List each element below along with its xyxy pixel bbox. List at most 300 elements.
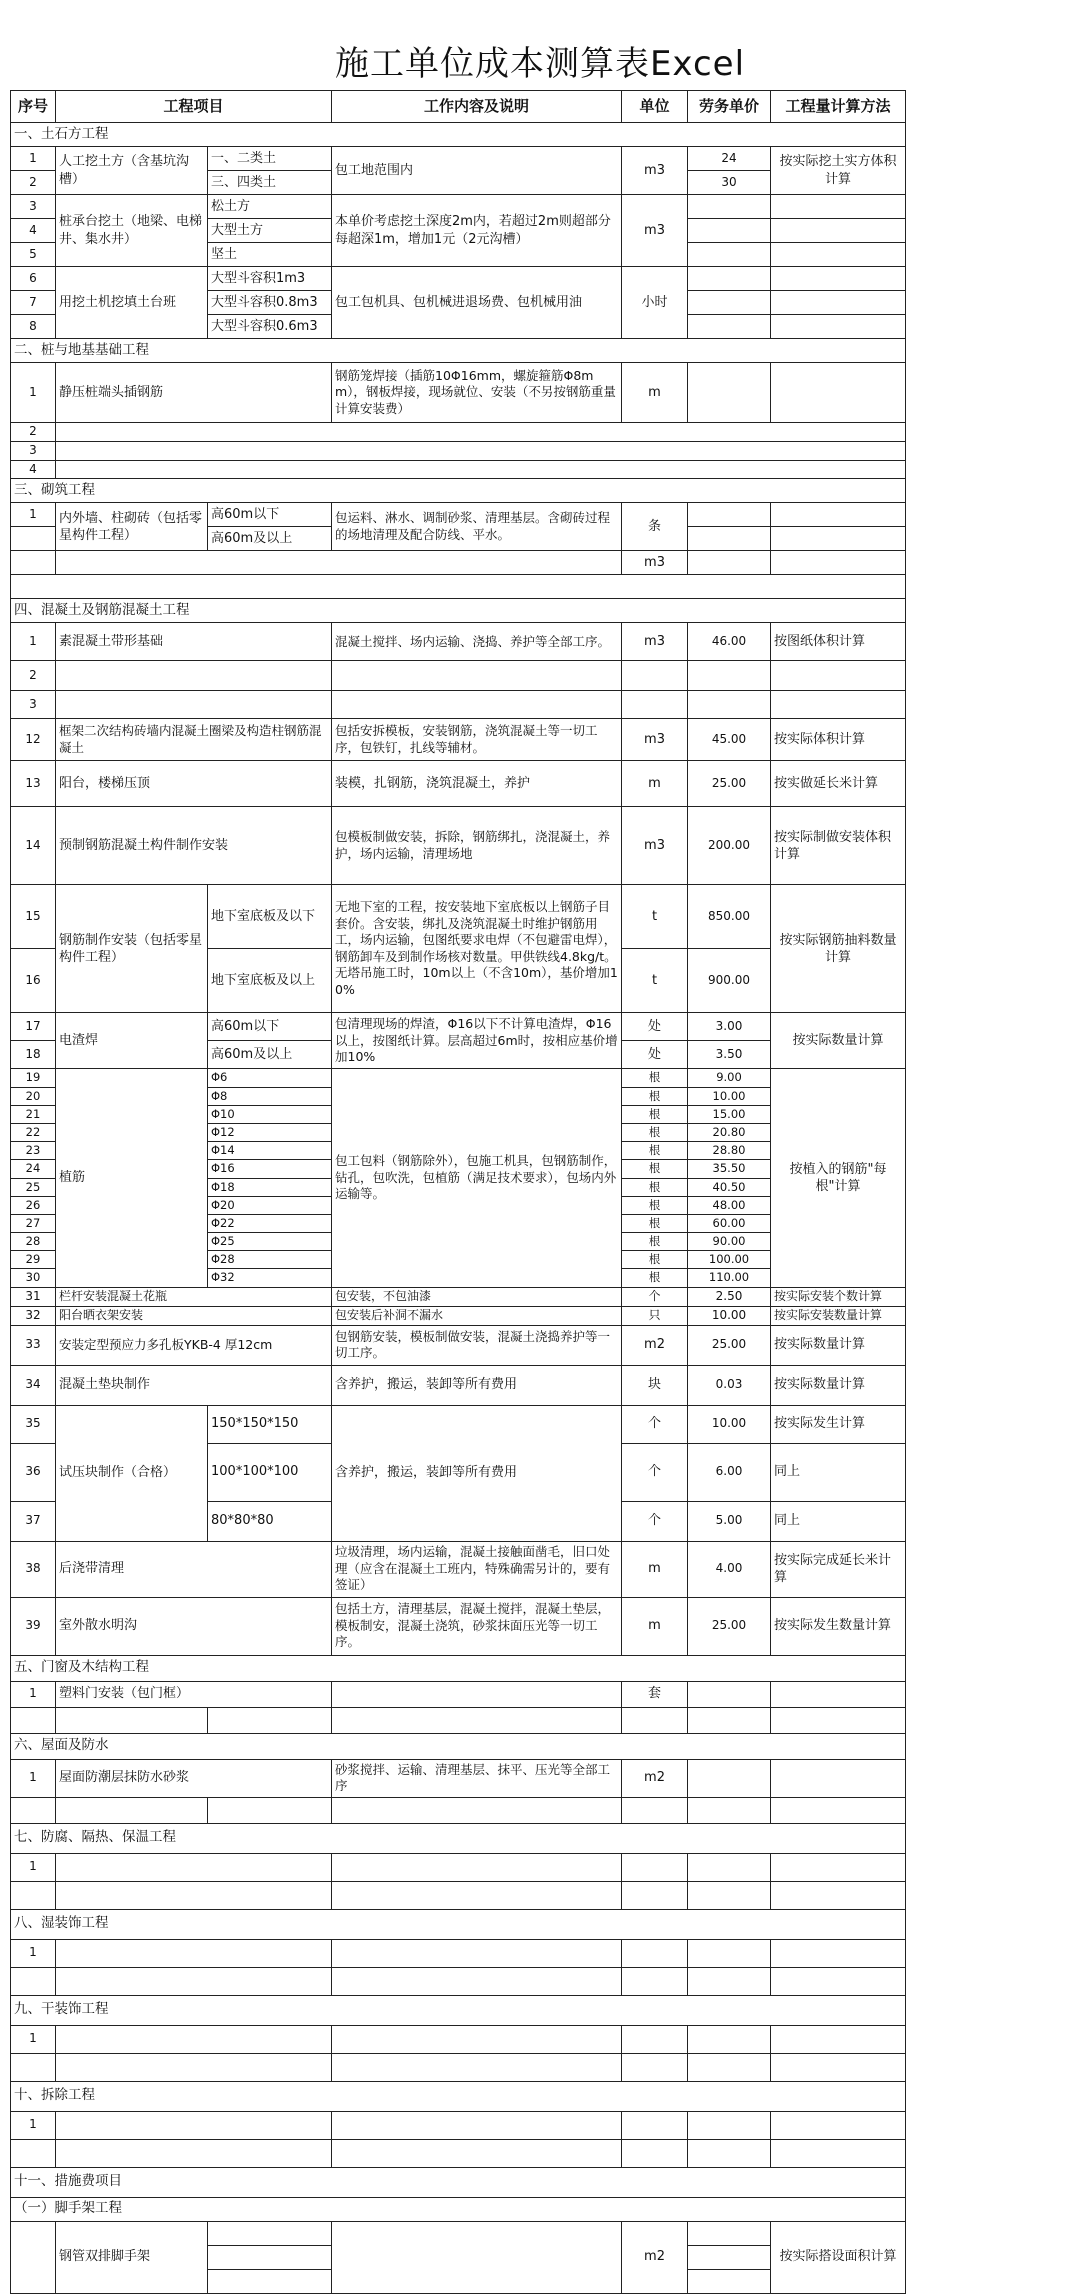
table-cell: 按实际数量计算	[771, 1013, 906, 1069]
table-cell	[56, 1939, 332, 1967]
table-cell: t	[622, 949, 688, 1013]
table-row	[11, 1325, 906, 1365]
table-cell: 200.00	[688, 807, 771, 885]
table-row	[11, 267, 906, 291]
table-cell: m3	[622, 195, 688, 267]
table-row	[11, 691, 906, 719]
table-cell: 1	[11, 2025, 56, 2053]
table-cell	[332, 1881, 622, 1909]
table-cell	[688, 219, 771, 243]
table-cell: 室外散水明沟	[56, 1597, 332, 1655]
table-cell	[56, 423, 906, 442]
table-cell: 二、桩与地基基础工程	[11, 339, 906, 363]
table-cell	[11, 1797, 56, 1823]
table-cell	[688, 1853, 771, 1881]
table-cell	[771, 1853, 906, 1881]
table-cell: 桩承台挖土（地梁、电梯井、集水井）	[56, 195, 208, 267]
table-cell: 包工包料（钢筋除外），包施工机具，包钢筋制作，钻孔，包吹洗，包植筋（满足技术要求），包场内外运输等。	[332, 1069, 622, 1287]
table-cell: Φ25	[208, 1233, 332, 1251]
table-cell: 根	[622, 1087, 688, 1105]
table-cell	[332, 1967, 622, 1995]
table-cell: 17	[11, 1013, 56, 1041]
table-cell	[332, 2053, 622, 2081]
table-cell	[771, 691, 906, 719]
table-row	[11, 1597, 906, 1655]
table-cell: 24	[11, 1160, 56, 1178]
table-cell: 30	[11, 1269, 56, 1287]
table-cell	[11, 2053, 56, 2081]
table-cell: 10.00	[688, 1087, 771, 1105]
table-cell: 19	[11, 1069, 56, 1087]
table-cell	[688, 267, 771, 291]
table-cell	[688, 1797, 771, 1823]
table-cell: m3	[622, 623, 688, 661]
table-cell: 根	[622, 1233, 688, 1251]
table-cell	[688, 1881, 771, 1909]
table-row	[11, 1306, 906, 1325]
table-cell: 22	[11, 1124, 56, 1142]
table-cell	[56, 1707, 208, 1733]
table-row	[11, 623, 906, 661]
table-cell	[332, 2221, 622, 2293]
table-cell: 阳台，楼梯压顶	[56, 761, 332, 807]
table-cell	[688, 315, 771, 339]
table-cell: 900.00	[688, 949, 771, 1013]
table-cell: 五、门窗及木结构工程	[11, 1655, 906, 1681]
table-cell: Φ12	[208, 1124, 332, 1142]
table-cell	[11, 2221, 56, 2293]
table-cell: 8	[11, 315, 56, 339]
table-cell: 高60m以下	[208, 1013, 332, 1041]
table-cell	[208, 1797, 332, 1823]
table-cell	[622, 2111, 688, 2139]
table-cell: m3	[622, 147, 688, 195]
table-cell	[771, 2053, 906, 2081]
table-cell: 包模板制做安装，拆除，钢筋绑扎，浇混凝土，养护，场内运输，清理场地	[332, 807, 622, 885]
table-cell	[771, 503, 906, 527]
table-row	[11, 123, 906, 147]
table-cell: 大型土方	[208, 219, 332, 243]
table-row	[11, 2139, 906, 2167]
cost-estimate-table	[10, 90, 906, 2294]
table-cell: 十一、措施费项目	[11, 2167, 906, 2197]
table-cell: 28.80	[688, 1142, 771, 1160]
table-cell: Φ14	[208, 1142, 332, 1160]
table-cell: 栏杆安装混凝土花瓶	[56, 1287, 332, 1306]
table-row	[11, 885, 906, 949]
table-cell	[56, 460, 906, 479]
table-cell: t	[622, 885, 688, 949]
table-cell: 32	[11, 1306, 56, 1325]
table-cell	[688, 1707, 771, 1733]
table-cell: 十、拆除工程	[11, 2081, 906, 2111]
table-cell: Φ6	[208, 1069, 332, 1087]
table-cell: 1	[11, 1759, 56, 1797]
table-cell: 按实际安装数量计算	[771, 1306, 906, 1325]
table-cell: 块	[622, 1365, 688, 1405]
table-row	[11, 441, 906, 460]
table-cell: 按实际完成延长米计算	[771, 1541, 906, 1597]
table-cell	[332, 661, 622, 691]
table-cell: 29	[11, 1251, 56, 1269]
table-cell: 包清理现场的焊渣，Φ16以下不计算电渣焊，Φ16以上，按图纸计算。层高超过6m时，按相应基价增加10%	[332, 1013, 622, 1069]
table-cell	[688, 2245, 771, 2269]
table-cell: 15	[11, 885, 56, 949]
table-row	[11, 339, 906, 363]
header-description: 工作内容及说明	[332, 91, 622, 123]
table-cell	[622, 1881, 688, 1909]
table-cell	[688, 243, 771, 267]
table-cell: Φ16	[208, 1160, 332, 1178]
table-cell: 25.00	[688, 1325, 771, 1365]
table-cell: 按实际挖土实方体积计算	[771, 147, 906, 195]
table-cell: 按实际发生数量计算	[771, 1597, 906, 1655]
table-cell: 含养护，搬运，装卸等所有费用	[332, 1365, 622, 1405]
table-cell: 10.00	[688, 1405, 771, 1443]
table-cell: 大型斗容积1m3	[208, 267, 332, 291]
table-cell: 个	[622, 1443, 688, 1501]
table-row	[11, 460, 906, 479]
table-cell	[688, 1759, 771, 1797]
table-cell	[771, 363, 906, 423]
table-cell: 33	[11, 1325, 56, 1365]
table-row	[11, 1967, 906, 1995]
table-cell: 框架二次结构砖墙内混凝土圈梁及构造柱钢筋混凝土	[56, 719, 332, 761]
table-cell	[622, 2025, 688, 2053]
table-cell: 无地下室的工程，按安装地下室底板以上钢筋子目套价。含安装，绑扎及浇筑混凝土时维护钢筋用工，场内运输，包图纸要求电焊（不包避雷电焊），钢筋卸车及到制作场核对数量。甲供铁线4.8kg/t。无塔吊施工时，10m以上（不含10m），基价增加10%	[332, 885, 622, 1013]
table-row	[11, 551, 906, 575]
table-cell: 按实际制做安装体积计算	[771, 807, 906, 885]
table-cell: 只	[622, 1306, 688, 1325]
table-cell	[771, 195, 906, 219]
table-cell: 包运料、淋水、调制砂浆、清理基层。含砌砖过程的场地清理及配合防线、平水。	[332, 503, 622, 551]
table-row	[11, 1655, 906, 1681]
table-cell	[771, 1881, 906, 1909]
table-cell	[771, 1967, 906, 1995]
table-cell	[56, 661, 332, 691]
table-row	[11, 719, 906, 761]
table-cell: 1	[11, 2111, 56, 2139]
table-cell	[332, 2025, 622, 2053]
table-cell: 处	[622, 1041, 688, 1069]
table-cell: 高60m及以上	[208, 527, 332, 551]
table-cell	[688, 195, 771, 219]
table-cell: 850.00	[688, 885, 771, 949]
table-cell: 根	[622, 1160, 688, 1178]
table-cell: 根	[622, 1178, 688, 1196]
table-cell: 60.00	[688, 1214, 771, 1232]
table-cell: 包工包机具、包机械进退场费、包机械用油	[332, 267, 622, 339]
table-cell: 15.00	[688, 1105, 771, 1123]
table-cell: 39	[11, 1597, 56, 1655]
table-cell: 屋面防潮层抹防水砂浆	[56, 1759, 332, 1797]
table-cell: 小时	[622, 267, 688, 339]
table-cell: m	[622, 1597, 688, 1655]
table-cell: Φ10	[208, 1105, 332, 1123]
table-cell: 人工挖土方（含基坑沟槽）	[56, 147, 208, 195]
table-cell	[332, 2111, 622, 2139]
table-cell	[56, 441, 906, 460]
table-cell	[688, 1967, 771, 1995]
table-cell	[11, 527, 56, 551]
table-cell	[56, 691, 332, 719]
table-cell: 按实做延长米计算	[771, 761, 906, 807]
table-cell: 1	[11, 147, 56, 171]
table-cell	[688, 503, 771, 527]
table-cell: 34	[11, 1365, 56, 1405]
table-cell: m3	[622, 807, 688, 885]
table-cell: 5.00	[688, 1501, 771, 1541]
table-cell: 个	[622, 1405, 688, 1443]
table-cell: 6.00	[688, 1443, 771, 1501]
table-cell: 2	[11, 661, 56, 691]
table-cell	[622, 2053, 688, 2081]
table-cell: 按图纸体积计算	[771, 623, 906, 661]
table-cell: 13	[11, 761, 56, 807]
table-cell: 26	[11, 1196, 56, 1214]
table-cell	[688, 2269, 771, 2293]
table-cell: 后浇带清理	[56, 1541, 332, 1597]
table-cell: 植筋	[56, 1069, 208, 1287]
table-cell: 28	[11, 1233, 56, 1251]
table-cell: m3	[622, 551, 688, 575]
table-cell: 塑料门安装（包门框）	[56, 1681, 332, 1707]
table-cell: 包安装，不包油漆	[332, 1287, 622, 1306]
table-cell	[771, 291, 906, 315]
table-cell: 48.00	[688, 1196, 771, 1214]
table-cell: 按实际数量计算	[771, 1325, 906, 1365]
header-project: 工程项目	[56, 91, 332, 123]
table-row	[11, 1707, 906, 1733]
table-cell	[688, 691, 771, 719]
table-cell	[688, 291, 771, 315]
table-cell: 1	[11, 623, 56, 661]
table-row	[11, 2197, 906, 2221]
table-cell	[771, 2111, 906, 2139]
table-row	[11, 1797, 906, 1823]
table-cell	[688, 2025, 771, 2053]
table-cell	[771, 661, 906, 691]
table-row	[11, 2167, 906, 2197]
table-cell: 包安装后补洞不漏水	[332, 1306, 622, 1325]
table-cell: 一、二类土	[208, 147, 332, 171]
table-cell: 1	[11, 1939, 56, 1967]
table-cell: 六、屋面及防水	[11, 1733, 906, 1759]
table-cell: 钢管双排脚手架	[56, 2221, 208, 2293]
table-cell: 三、砌筑工程	[11, 479, 906, 503]
table-cell	[771, 219, 906, 243]
table-cell: 根	[622, 1124, 688, 1142]
table-cell: 9.00	[688, 1069, 771, 1087]
table-cell	[771, 551, 906, 575]
table-row	[11, 2053, 906, 2081]
table-cell: 5	[11, 243, 56, 267]
table-cell: 24	[688, 147, 771, 171]
table-body	[11, 123, 906, 2294]
table-cell: 坚土	[208, 243, 332, 267]
table-cell: Φ18	[208, 1178, 332, 1196]
table-cell	[688, 1681, 771, 1707]
table-cell	[208, 2245, 332, 2269]
header-labor-price: 劳务单价	[688, 91, 771, 123]
table-cell: 6	[11, 267, 56, 291]
table-cell: 按实际体积计算	[771, 719, 906, 761]
table-cell: 三、四类土	[208, 171, 332, 195]
table-row	[11, 1681, 906, 1707]
table-cell: 18	[11, 1041, 56, 1069]
table-cell: 含养护，搬运，装卸等所有费用	[332, 1405, 622, 1541]
table-cell: 23	[11, 1142, 56, 1160]
table-cell	[332, 1707, 622, 1733]
table-cell: 七、防腐、隔热、保温工程	[11, 1823, 906, 1853]
table-cell: 条	[622, 503, 688, 551]
table-cell: 38	[11, 1541, 56, 1597]
table-cell: 20.80	[688, 1124, 771, 1142]
table-cell	[56, 1853, 332, 1881]
table-cell: 1	[11, 363, 56, 423]
table-cell	[688, 363, 771, 423]
table-cell	[688, 2053, 771, 2081]
table-cell: 2.50	[688, 1287, 771, 1306]
table-cell	[56, 1881, 332, 1909]
table-cell: 根	[622, 1105, 688, 1123]
header-index: 序号	[11, 91, 56, 123]
table-row	[11, 807, 906, 885]
table-row	[11, 1853, 906, 1881]
page-title: 施工单位成本测算表Excel	[334, 44, 746, 84]
table-row	[11, 503, 906, 527]
table-cell	[11, 1881, 56, 1909]
table-cell: 35	[11, 1405, 56, 1443]
table-cell	[622, 1853, 688, 1881]
table-cell: 个	[622, 1287, 688, 1306]
table-cell	[208, 2269, 332, 2293]
table-cell: Φ32	[208, 1269, 332, 1287]
table-cell	[771, 527, 906, 551]
table-cell: Φ20	[208, 1196, 332, 1214]
table-cell: 根	[622, 1196, 688, 1214]
table-cell	[11, 2139, 56, 2167]
table-cell: 110.00	[688, 1269, 771, 1287]
table-cell: 3	[11, 441, 56, 460]
table-cell: 45.00	[688, 719, 771, 761]
table-cell: 25.00	[688, 761, 771, 807]
table-cell	[771, 1939, 906, 1967]
table-cell: 根	[622, 1069, 688, 1087]
table-cell: 阳台晒衣架安装	[56, 1306, 332, 1325]
table-cell: m2	[622, 1759, 688, 1797]
header-calc-method: 工程量计算方法	[771, 91, 906, 123]
table-cell: 12	[11, 719, 56, 761]
table-cell: 30	[688, 171, 771, 195]
table-row	[11, 575, 906, 599]
table-cell: 素混凝土带形基础	[56, 623, 332, 661]
table-cell: m	[622, 761, 688, 807]
table-cell	[771, 2025, 906, 2053]
table-cell: 高60m及以上	[208, 1041, 332, 1069]
table-cell: 100*100*100	[208, 1443, 332, 1501]
table-row	[11, 599, 906, 623]
table-cell: 预制钢筋混凝土构件制作安装	[56, 807, 332, 885]
table-row	[11, 661, 906, 691]
table-row	[11, 1909, 906, 1939]
table-cell: 地下室底板及以下	[208, 885, 332, 949]
table-cell: 安装定型预应力多孔板YKB-4 厚12cm	[56, 1325, 332, 1365]
table-row	[11, 1069, 906, 1087]
table-cell: 46.00	[688, 623, 771, 661]
table-cell: 3	[11, 195, 56, 219]
table-cell	[332, 1681, 622, 1707]
table-row	[11, 423, 906, 442]
table-cell	[771, 1681, 906, 1707]
table-cell: Φ8	[208, 1087, 332, 1105]
table-cell: 包括安拆模板，安装钢筋，浇筑混凝土等一切工序，包铁钉，扎线等辅材。	[332, 719, 622, 761]
table-cell	[688, 2221, 771, 2245]
table-cell	[771, 267, 906, 291]
table-cell	[771, 1797, 906, 1823]
table-cell: 7	[11, 291, 56, 315]
table-row	[11, 1365, 906, 1405]
table-cell: 35.50	[688, 1160, 771, 1178]
table-row	[11, 1823, 906, 1853]
table-cell: （一）脚手架工程	[11, 2197, 906, 2221]
table-cell: 静压桩端头插钢筋	[56, 363, 332, 423]
table-cell: 混凝土垫块制作	[56, 1365, 332, 1405]
table-cell	[56, 2111, 332, 2139]
table-cell: 试压块制作（合格）	[56, 1405, 208, 1541]
table-cell: 100.00	[688, 1251, 771, 1269]
table-cell: 25.00	[688, 1597, 771, 1655]
table-cell	[771, 1707, 906, 1733]
table-cell: 地下室底板及以上	[208, 949, 332, 1013]
table-row	[11, 195, 906, 219]
table-cell: 80*80*80	[208, 1501, 332, 1541]
table-cell: 松土方	[208, 195, 332, 219]
table-cell: 套	[622, 1681, 688, 1707]
table-cell: 1	[11, 1853, 56, 1881]
table-cell	[11, 551, 56, 575]
table-cell: 大型斗容积0.8m3	[208, 291, 332, 315]
table-cell	[688, 2111, 771, 2139]
table-cell	[332, 1797, 622, 1823]
table-cell	[11, 1707, 56, 1733]
table-row	[11, 1013, 906, 1041]
table-cell: 根	[622, 1251, 688, 1269]
table-cell: 处	[622, 1013, 688, 1041]
table-cell	[11, 1967, 56, 1995]
table-cell	[688, 2139, 771, 2167]
header-row	[11, 91, 906, 123]
table-cell: 本单价考虑挖土深度2m内，若超过2m则超部分每超深1m，增加1元（2元沟槽）	[332, 195, 622, 267]
table-cell	[332, 691, 622, 719]
table-cell	[56, 2025, 332, 2053]
table-cell: 1	[11, 503, 56, 527]
table-cell: m3	[622, 719, 688, 761]
table-cell: 按植入的钢筋"每根"计算	[771, 1069, 906, 1287]
table-cell: 内外墙、柱砌砖（包括零星构件工程）	[56, 503, 208, 551]
table-cell	[771, 2139, 906, 2167]
table-cell: 一、土石方工程	[11, 123, 906, 147]
table-cell: 31	[11, 1287, 56, 1306]
table-cell	[622, 1707, 688, 1733]
table-cell: 根	[622, 1214, 688, 1232]
table-cell: 按实际安装个数计算	[771, 1287, 906, 1306]
table-cell: 同上	[771, 1443, 906, 1501]
table-cell: 4	[11, 460, 56, 479]
table-cell	[56, 1967, 332, 1995]
table-row	[11, 147, 906, 171]
table-cell	[11, 575, 906, 599]
